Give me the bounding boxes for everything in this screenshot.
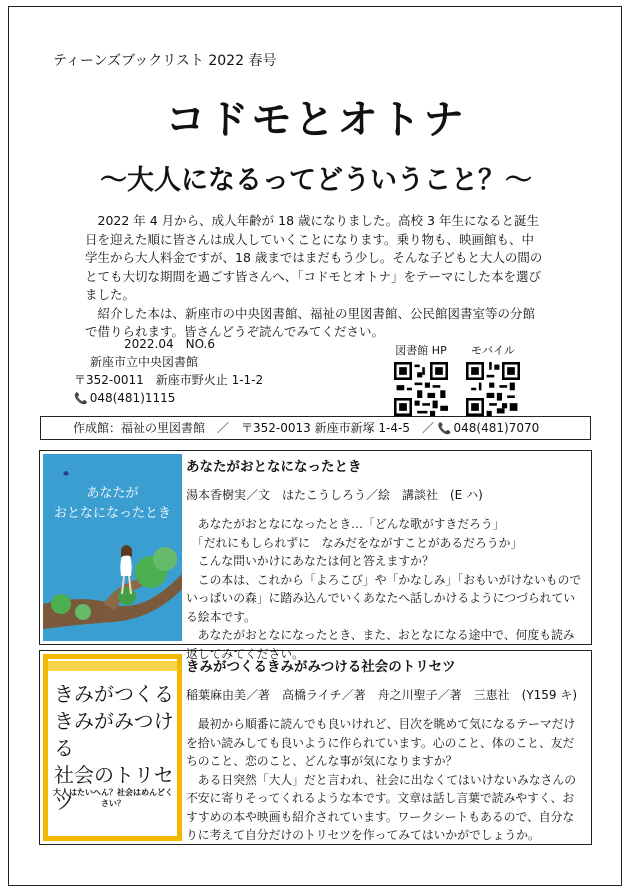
issue-date: 2022.04 NO.6: [124, 337, 216, 351]
issue-phone-row: [74, 389, 263, 408]
tree-girl-illustration: [43, 454, 182, 641]
cover-title-line: おとなになったとき: [53, 506, 171, 521]
cover-title-line: 社会のトリセツ: [54, 763, 174, 814]
issue-address: 〒352-0011 新座市野火止 1-1-2: [74, 373, 264, 387]
book-meta: 稲葉麻由美／著 高橋ライチ／著 舟之川聖子／著 三恵社 (Y159 キ): [186, 688, 578, 702]
qr-code-icon: [394, 362, 448, 416]
cover-title-line: あなたが: [86, 486, 139, 501]
book-description-line: あなたがおとなになったとき…「どんな歌がすきだろう」: [197, 517, 505, 531]
book-description: [186, 715, 586, 845]
book-card: [39, 450, 592, 661]
page-title: コドモとオトナ: [165, 97, 467, 143]
book-description: [186, 515, 586, 663]
book-title: あなたがおとなになったとき: [186, 459, 362, 475]
qr-code-icon: [466, 362, 520, 416]
book-description-line: こんな問いかけにあなたは何と答えますか？: [197, 554, 434, 568]
qr-mobile-label: モバイル: [471, 344, 515, 357]
book-meta: 湯本香樹実／文 はたこうしろう／絵 講談社 (E ハ): [186, 488, 483, 502]
cover-title-line: きみがみつける: [54, 709, 174, 760]
book-cover-image: [43, 654, 182, 841]
book-description-line: あなたがおとなになったとき、また、おとなになる途中で、何度も読み返してみてください。: [186, 628, 575, 661]
maker-phone: 048(481)7070: [453, 421, 540, 435]
page-subtitle: ～大人になるってどういうこと？～: [100, 165, 532, 196]
issue-library: 新座市立中央図書館: [90, 355, 199, 369]
qr-mobile[interactable]: [466, 342, 520, 416]
book-description-line: 最初から順番に読んでも良いけれど、目次を眺めて気になるテーマだけを拾い読みしても良いように作られています。心のこと、体のこと、友だちのこと、恋のこと、どんな事が気になりますか？: [186, 717, 576, 768]
phone-icon: 📞: [74, 392, 88, 405]
maker-info: [40, 416, 591, 440]
intro-text: [85, 212, 545, 342]
intro-paragraph-1: 2022 年 4 月から、成人年齢が 18 歳になりました。高校 3 年生になると誕生日を迎えた順に皆さんは成人していくことになります。乗り物も、映画館も、中学生から大人料金ですが、18 歳まではまだもう少し。そんな子どもと大人の間のとても大切な期間を過ごす皆さんへ、「コドモとオトナ」をテーマにした本を選びました。: [85, 213, 543, 302]
series-label: ティーンズブックリスト 2022 春号: [53, 53, 277, 69]
issue-info: [74, 335, 264, 408]
book-title: きみがつくるきみがみつける社会のトリセツ: [186, 659, 456, 675]
cover-question: 大人はたいへん？社会はめんどくさい？: [53, 788, 173, 808]
maker-text: 作成館：福祉の里図書館 ／ 〒352-0013 新座市新塚 1-4-5 ／: [73, 421, 434, 435]
cover-title-line: きみがつくる: [54, 682, 174, 706]
book-description-line: この本は、これから「よろこび」や「かなしみ」「おもいがけないものでいっぱいの森」に踏み込んでいくあなたへ話しかけるようにつづられている絵本です。: [186, 572, 582, 624]
intro-paragraph-2: 紹介した本は、新座市の中央図書館、福祉の里図書館、公民館図書室等の分館で借りられます。皆さんどうぞ読んでみてください。: [85, 305, 536, 339]
cover-band: [48, 661, 177, 671]
phone-icon: 📞: [437, 422, 452, 435]
book-description-line: 「だれにもしられずに なみだをながすことがあるだろうか」: [191, 535, 523, 550]
qr-library[interactable]: [394, 342, 448, 416]
issue-phone: 048(481)1115: [89, 391, 176, 405]
qr-library-label: 図書館 HP: [395, 344, 447, 357]
book-description-line: ある日突然「大人」だと言われ、社会に出なくてはいけないみなさんの不安に寄りそってくれるような本です。文章は話し言葉で読みやすく、おすすめの本や映画も紹介されています。ワークシートもあるので、自分なりに考えて自分だけのトリセツを作ってみてはいかがでしょうか。: [186, 772, 577, 842]
book-card: [39, 650, 592, 845]
book-cover-image: [43, 454, 182, 641]
